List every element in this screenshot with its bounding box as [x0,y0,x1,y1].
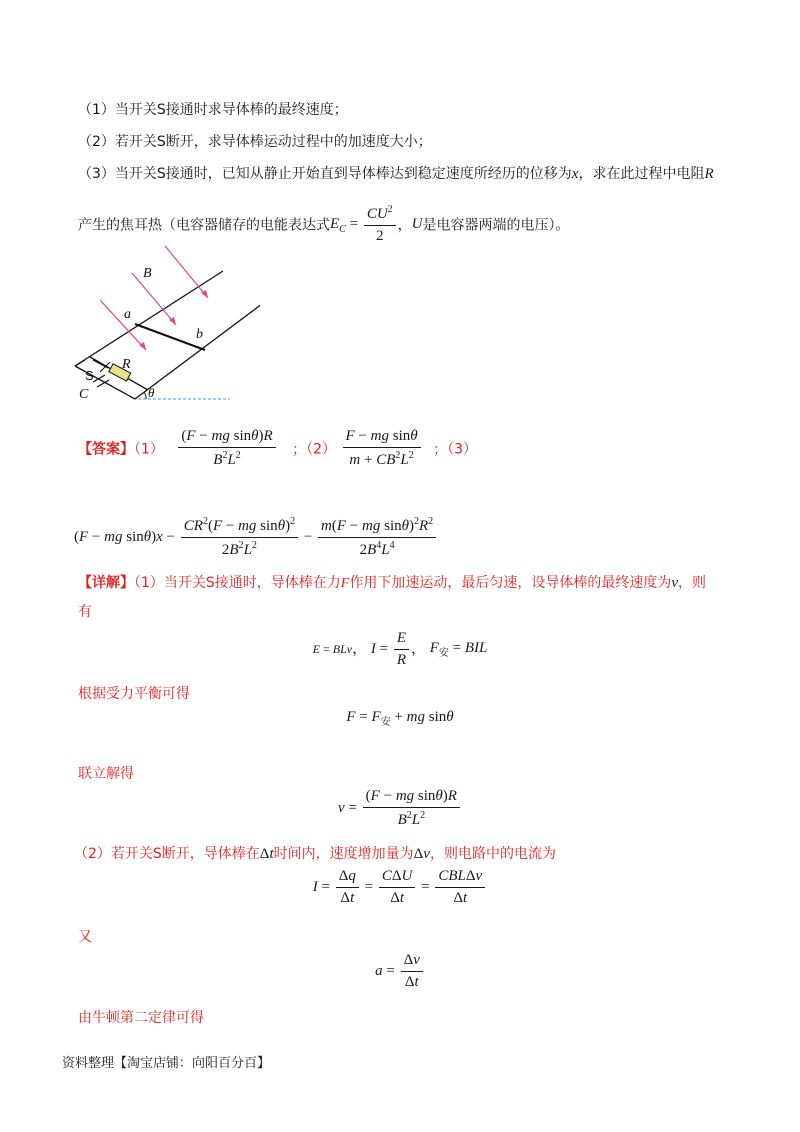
question-3-text-d: ， [397,217,412,234]
answer-sep-1: ； [292,441,307,458]
detail-text-1: （1）当开关S接通时，导体棒在力 [134,575,341,591]
answer-part-3-label: （3） [447,441,477,458]
velocity-equation: v = $\frac{\text{(F − mg sinθ)R}}{B^2L^2}$ [0,788,800,829]
label-C: C [79,387,89,402]
question-3-text-e: 是电容器两端的电压）。 [422,217,570,234]
balance-text: 根据受力平衡可得 [78,686,190,702]
detail-tag: 【详解】 [78,575,134,591]
answer-2-formula: $\frac{\text{F − mg sinθ}}{m + CB^2L^2}$ [341,440,423,456]
question-3 [78,163,714,183]
question-3-text: （3）当开关S接通时，已知从静止开始直到导体棒达到稳定速度所经历的位移为 [78,166,572,182]
symbol-x: x [571,166,579,182]
question-3-continued [78,204,570,245]
answer-sep-2: ； [433,441,448,458]
label-b: b [196,327,203,342]
detail-text-1b: 作用下加速运动，最后匀速，设导体棒的最终速度为 [349,575,672,591]
question-3-text-b: ，求在此过程中电阻 [578,166,705,182]
symbol-U: U [411,216,423,232]
question-2: （2）若开关S断开，求导体棒运动过程中的加速度大小； [78,134,432,150]
also-text: 又 [78,929,92,945]
balance-equation: $F = F_安$ + mg sinθ [346,709,454,728]
label-R: R [122,357,131,372]
label-theta: θ [148,385,155,400]
part-2-text: （2）若开关S断开，导体棒在Δt时间内，速度增加量为Δv，则电路中的电流为 [74,846,556,862]
question-1: （1）当开关S接通时求导体棒的最终速度； [78,102,348,118]
acceleration-equation: a = $\frac{\Delta v}{\Delta t}$ [0,952,800,991]
label-B: B [143,266,152,281]
answer-part-2-label: （2） [306,441,337,458]
label-a: a [124,307,131,322]
answer-tag: 【答案】 [78,441,134,458]
answer-1-formula: $\frac{\text{(F − mg sinθ)R}}{B^2L^2}$ [176,440,277,456]
energy-formula: $E_C$ = $\frac{CU^2}{2}$ [330,216,398,232]
symbol-v: v [671,575,679,591]
detail-line-2: 有 [78,604,92,620]
part-2-text-a: （2）若开关S断开，导体棒在 [74,846,260,862]
emf-current-force-equations: E = BLv， I = $\frac{E}{R}$ ， $F_安$ = BIL [312,630,488,668]
part-2-text-b: 时间内，速度增加量为 [273,846,414,862]
newton-text: 由牛顿第二定律可得 [78,1010,204,1026]
question-3-text-c: 产生的焦耳热（电容器储存的电能表达式 [78,217,330,234]
answer-part-1-label: （1） [134,441,164,458]
answer-3-formula: (F − mg sinθ)x − $\frac{CR^2(F - mg \sin\theta)^2}{2B^2L^2}$ − $\frac{m(F - mg \sin\theta)^2R^2}{2B^4L^4}$ [74,516,438,559]
part-2-text-c: ，则电路中的电流为 [429,846,556,862]
symbol-F: F [340,576,350,591]
rail-diagram [60,240,260,410]
footer-text: 资料整理【淘宝店铺：向阳百分百】 [62,1056,271,1071]
current-equation: I = $\frac{\Delta q}{\Delta t}$ = $\frac{\text{CΔU}}{\Delta t}$ = $\frac{\text{CBLΔv}}{\Delta t}$ [0,868,800,907]
label-S: S [85,368,94,383]
solve-text: 联立解得 [78,766,134,782]
detail-line-1 [78,572,706,592]
detail-text-1c: ，则 [678,575,707,591]
symbol-R: R [704,166,714,182]
answer-row [78,428,477,469]
